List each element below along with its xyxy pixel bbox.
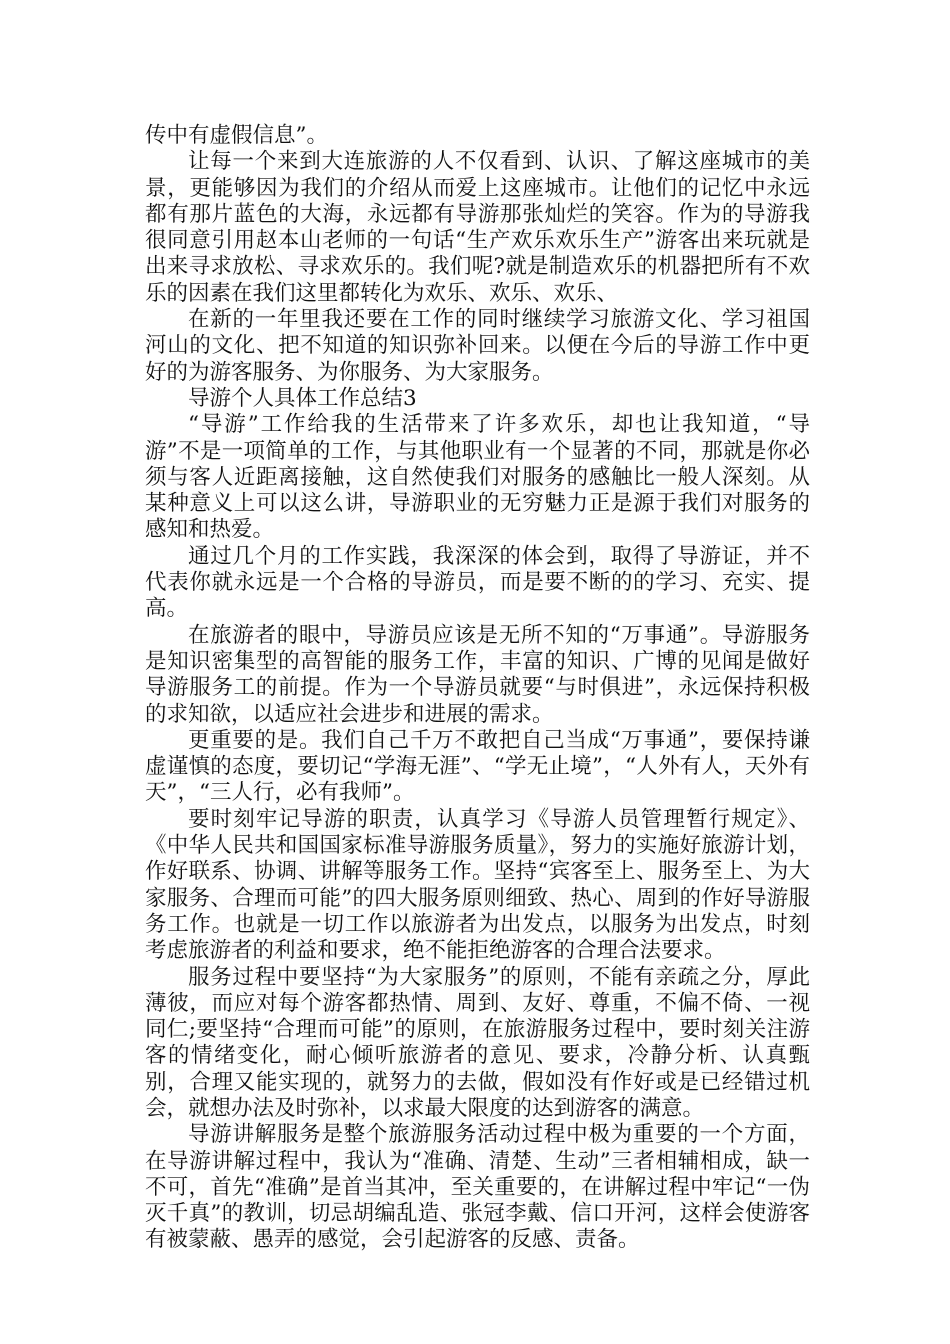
paragraph: 在新的一年里我还要在工作的同时继续学习旅游文化、学习祖国河山的文化、把不知道的知识弥补回来。以便在今后的导游工作中更好的为游客服务、为你服务、为大家服务。 [145,307,810,385]
paragraph: “导游”工作给我的生活带来了许多欢乐，却也让我知道，“导游”不是一项简单的工作，与其他职业有一个显著的不同，那就是你必须与客人近距离接触，这自然使我们对服务的感触比一般人深刻。从某种意义上可以这么讲，导游职业的无穷魅力正是源于我们对服务的感知和热爱。 [145,412,810,543]
paragraph: 让每一个来到大连旅游的人不仅看到、认识、了解这座城市的美景，更能够因为我们的介绍从而爱上这座城市。让他们的记忆中永远都有那片蓝色的大海，永远都有导游那张灿烂的笑容。作为的导游我很同意引用赵本山老师的一句话“生产欢乐欢乐生产”游客出来玩就是出来寻求放松、寻求欢乐的。我们呢?就是制造欢乐的机器把所有不欢乐的因素在我们这里都转化为欢乐、欢乐、欢乐、 [145,149,810,306]
paragraph: 要时刻牢记导游的职责，认真学习《导游人员管理暂行规定》、《中华人民共和国国家标准导游服务质量》，努力的实施好旅游计划，作好联系、协调、讲解等服务工作。坚持“宾客至上、服务至上、为大家服务、合理而可能”的四大服务原则细致、热心、周到的作好导游服务工作。也就是一切工作以旅游者为出发点，以服务为出发点，时刻考虑旅游者的利益和要求，绝不能拒绝游客的合理合法要求。 [145,806,810,964]
paragraph: 导游讲解服务是整个旅游服务活动过程中极为重要的一个方面，在导游讲解过程中，我认为“准确、清楚、生动”三者相辅相成，缺一不可，首先“准确”是首当其冲，至关重要的，在讲解过程中牢记“一伪灭千真”的教训，切忌胡编乱造、张冠李戴、信口开河，这样会使游客有被蒙蔽、愚弄的感觉，会引起游客的反感、责备。 [145,1122,810,1253]
section-heading: 导游个人具体工作总结3 [188,385,417,411]
paragraph: 通过几个月的工作实践，我深深的体会到，取得了导游证，并不代表你就永远是一个合格的导游员，而是要不断的的学习、充实、提高。 [145,543,810,622]
paragraph: 更重要的是。我们自己千万不敢把自己当成“万事通”，要保持谦虚谨慎的态度，要切记“学海无涯”、“学无止境”，“人外有人，天外有天”，“三人行，必有我师”。 [145,727,810,806]
paragraph: 服务过程中要坚持“为大家服务”的原则，不能有亲疏之分，厚此薄彼，而应对每个游客都热情、周到、友好、尊重，不偏不倚、一视同仁;要坚持“合理而可能”的原则，在旅游服务过程中，要时刻关注游客的情绪变化，耐心倾听旅游者的意见、要求，冷静分析、认真甄别，合理又能实现的，就努力的去做，假如没有作好或是已经错过机会，就想办法及时弥补，以求最大限度的达到游客的满意。 [145,964,810,1121]
paragraph-continuation: 传中有虚假信息”。 [145,123,328,148]
document-body [145,123,810,1254]
paragraph: 在旅游者的眼中，导游员应该是无所不知的“万事通”。导游服务是知识密集型的高智能的服务工作，丰富的知识、广博的见闻是做好导游服务工的前提。作为一个导游员就要“与时俱进”，永远保持积极的求知欲，以适应社会进步和进展的需求。 [145,622,810,727]
